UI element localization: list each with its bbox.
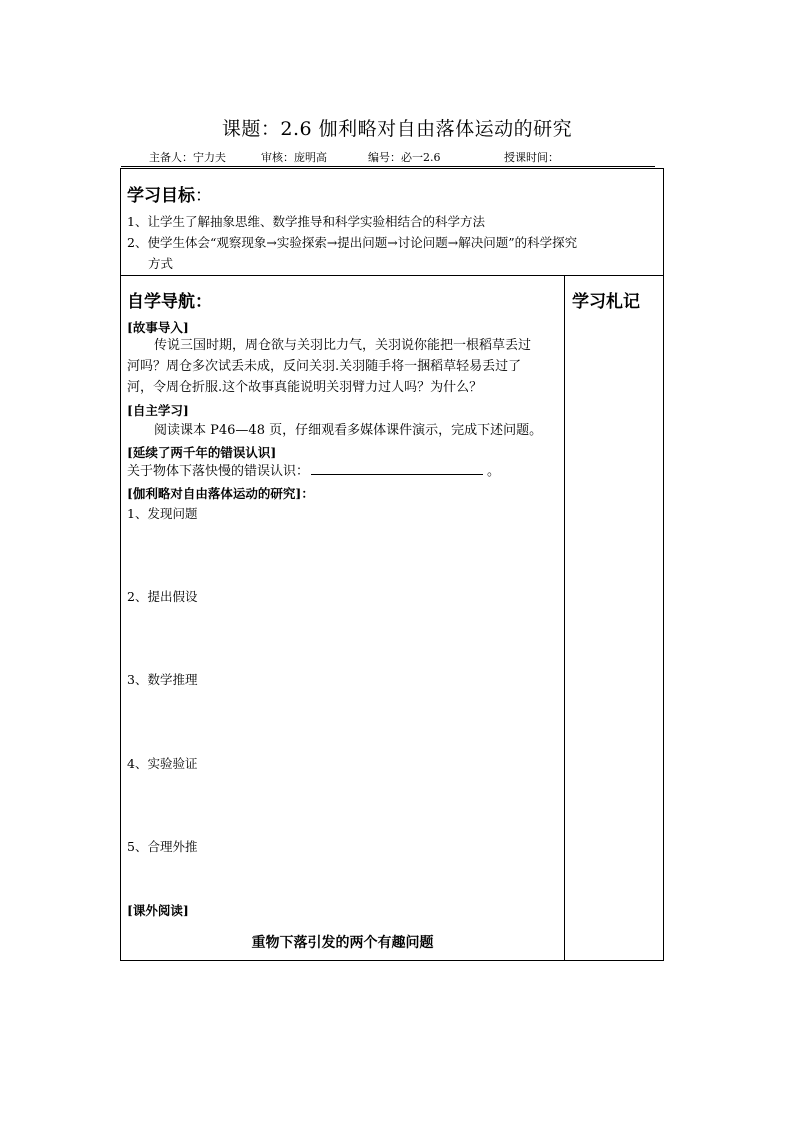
step-5: 5、合理外推 — [127, 839, 198, 854]
column-divider — [564, 275, 565, 961]
error-question — [127, 462, 500, 481]
reading-heading: [课外阅读] — [127, 903, 189, 918]
error-heading: [延续了两千年的错误认识] — [127, 445, 277, 460]
step-3: 3、数学推理 — [127, 672, 198, 687]
number-text: 编号：必一2.6 — [368, 151, 441, 164]
goal-item-2-line1: 2、使学生体会“观察现象→实验探索→提出问题→讨论问题→解决问题”的科学探究 — [127, 235, 578, 250]
meta-row — [121, 150, 655, 167]
guide-heading: 自学导航： — [127, 292, 212, 312]
reviewer-text: 审核：庞明高 — [261, 151, 327, 164]
self-study-heading: [自主学习] — [127, 403, 189, 418]
goal-item-2-line2: 方式 — [148, 256, 174, 271]
goals-colon: ： — [195, 186, 212, 206]
error-suffix: 。 — [487, 464, 501, 479]
preparer-text: 主备人：宁力夫 — [149, 151, 226, 164]
lesson-time-label: 授课时间： — [504, 151, 559, 164]
self-study-line: 阅读课本 P46—48 页，仔细观看多媒体课件演示，完成下述问题。 — [154, 423, 543, 438]
story-line-1: 传说三国时期，周仓欲与关羽比力气，关羽说你能把一根稻草丢过 — [154, 338, 532, 353]
worksheet-table — [120, 168, 664, 961]
answer-blank[interactable] — [311, 462, 483, 475]
galileo-heading: [伽利略对自由落体运动的研究]： — [127, 486, 314, 501]
goal-item-1: 1、让学生了解抽象思维、数学推导和科学实验相结合的科学方法 — [127, 214, 485, 229]
step-1: 1、发现问题 — [127, 506, 198, 521]
step-4: 4、实验验证 — [127, 756, 198, 771]
learning-goals-section — [121, 169, 663, 276]
notes-heading: 学习札记 — [572, 292, 640, 312]
goals-heading: 学习目标 — [127, 186, 195, 206]
story-line-2: 河吗？周仓多次试丢未成，反问关羽.关羽随手将一捆稻草轻易丢过了 — [127, 359, 522, 374]
page-title: 课题：2.6 伽利略对自由落体运动的研究 — [221, 118, 573, 140]
error-prefix: 关于物体下落快慢的错误认识： — [127, 464, 310, 479]
story-line-3: 河，令周仓折服.这个故事真能说明关羽臂力过人吗？为什么？ — [127, 380, 483, 395]
reading-title: 重物下落引发的两个有趣问题 — [251, 935, 434, 951]
story-heading: [故事导入] — [127, 320, 189, 335]
step-2: 2、提出假设 — [127, 589, 198, 604]
